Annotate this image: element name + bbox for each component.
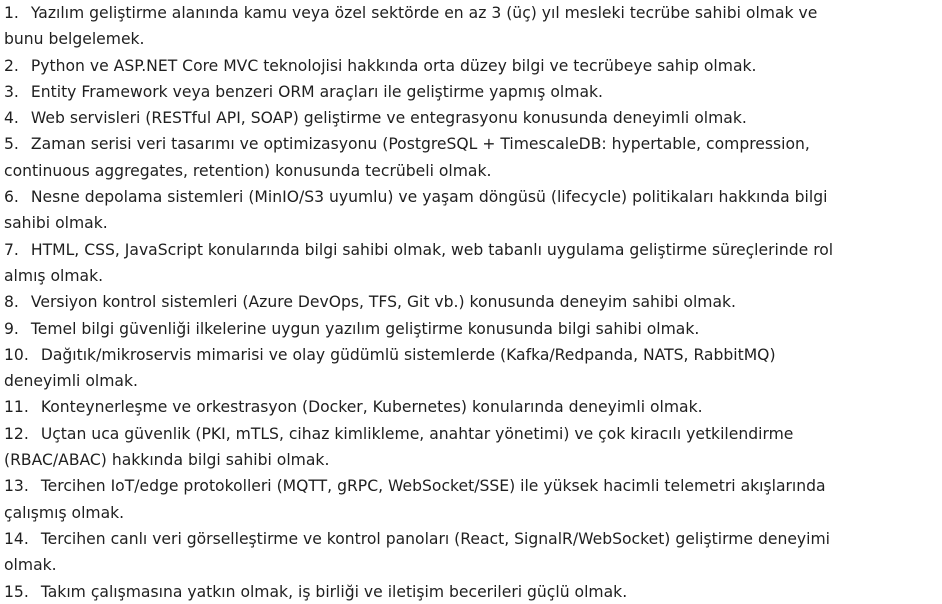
list-item-text: continuous aggregates, retention) konusunda tecrübeli olmak. [4, 161, 492, 180]
list-item-text: Tercihen canlı veri görselleştirme ve kontrol panoları (React, SignalR/WebSocket) geliştirme deneyimi [40, 529, 831, 548]
list-item [4, 53, 938, 79]
list-item-text: Yazılım geliştirme alanında kamu veya özel sektörde en az 3 (üç) yıl mesleki tecrübe sahibi olmak ve [30, 4, 818, 22]
list-item-number: 10. [4, 345, 29, 364]
list-item-text: çalışmış olmak. [4, 503, 125, 522]
list-item-continuation [4, 368, 938, 394]
list-item-continuation [4, 26, 938, 52]
list-item-text: Web servisleri (RESTful API, SOAP) geliştirme ve entegrasyonu konusunda deneyimli olmak. [30, 109, 747, 128]
list-item-continuation [4, 263, 938, 289]
list-item-number: 4. [4, 109, 19, 128]
list-item-continuation [4, 210, 938, 236]
list-item [4, 526, 938, 552]
list-item-continuation [4, 447, 938, 473]
list-item [4, 79, 938, 105]
list-item-number: 5. [4, 135, 19, 154]
list-item-text: Versiyon kontrol sistemleri (Azure DevOps, TFS, Git vb.) konusunda deneyim sahibi olmak. [30, 293, 737, 312]
list-item-text: Takım çalışmasına yatkın olmak, iş birliği ve iletişim becerileri güçlü olmak. [40, 582, 628, 601]
list-item [4, 289, 938, 315]
list-item-text: Temel bilgi güvenliği ilkelerine uygun yazılım geliştirme konusunda bilgi sahibi olmak. [30, 319, 700, 338]
list-item-text: Nesne depolama sistemleri (MinIO/S3 uyumlu) ve yaşam döngüsü (lifecycle) politikaları hakkında bilgi [30, 188, 828, 207]
list-item-text: HTML, CSS, JavaScript konularında bilgi sahibi olmak, web tabanlı uygulama geliştirme süreçlerinde rol [30, 240, 834, 259]
list-item-continuation [4, 500, 938, 526]
list-item-text: Uçtan uca güvenlik (PKI, mTLS, cihaz kimlikleme, anahtar yönetimi) ve çok kiracılı yetkilendirme [40, 424, 794, 443]
list-item [4, 421, 938, 447]
list-item-text: (RBAC/ABAC) hakkında bilgi sahibi olmak. [4, 451, 330, 470]
list-item-continuation [4, 158, 938, 184]
list-item-text: almış olmak. [4, 266, 104, 285]
list-item [4, 105, 938, 131]
list-item-text: Python ve ASP.NET Core MVC teknolojisi hakkında orta düzey bilgi ve tecrübeye sahip olmak. [30, 56, 757, 75]
list-item-number: 13. [4, 477, 29, 496]
list-item-text: Konteynerleşme ve orkestrasyon (Docker, Kubernetes) konularında deneyimli olmak. [40, 398, 703, 417]
list-item-text: deneyimli olmak. [4, 372, 138, 391]
list-item-number: 1. [4, 4, 19, 22]
list-item-text: sahibi olmak. [4, 214, 108, 233]
list-item [4, 237, 938, 263]
list-item-number: 8. [4, 293, 19, 312]
list-item-number: 7. [4, 240, 19, 259]
list-item-number: 3. [4, 82, 19, 101]
list-item-continuation [4, 552, 938, 578]
list-item-number: 14. [4, 529, 29, 548]
list-item-number: 2. [4, 56, 19, 75]
list-item-number: 15. [4, 582, 29, 601]
list-item [4, 184, 938, 210]
list-item-text: Tercihen IoT/edge protokolleri (MQTT, gRPC, WebSocket/SSE) ile yüksek hacimli telemetri akışlarında [40, 477, 826, 496]
list-item-text: Entity Framework veya benzeri ORM araçları ile geliştirme yapmış olmak. [30, 82, 603, 101]
list-item [4, 579, 938, 604]
list-item-text: olmak. [4, 556, 57, 575]
list-item-number: 11. [4, 398, 29, 417]
list-item [4, 0, 938, 26]
list-item [4, 473, 938, 499]
list-item [4, 342, 938, 368]
list-item [4, 394, 938, 420]
list-item-number: 12. [4, 424, 29, 443]
list-item-number: 9. [4, 319, 19, 338]
list-item [4, 131, 938, 157]
list-item-text: Zaman serisi veri tasarımı ve optimizasyonu (PostgreSQL + TimescaleDB: hypertable, compression, [30, 135, 810, 154]
list-item-text: Dağıtık/mikroservis mimarisi ve olay güdümlü sistemlerde (Kafka/Redpanda, NATS, RabbitMQ) [40, 345, 776, 364]
list-item [4, 316, 938, 342]
list-item-number: 6. [4, 188, 19, 207]
list-item-text: bunu belgelemek. [4, 30, 145, 49]
